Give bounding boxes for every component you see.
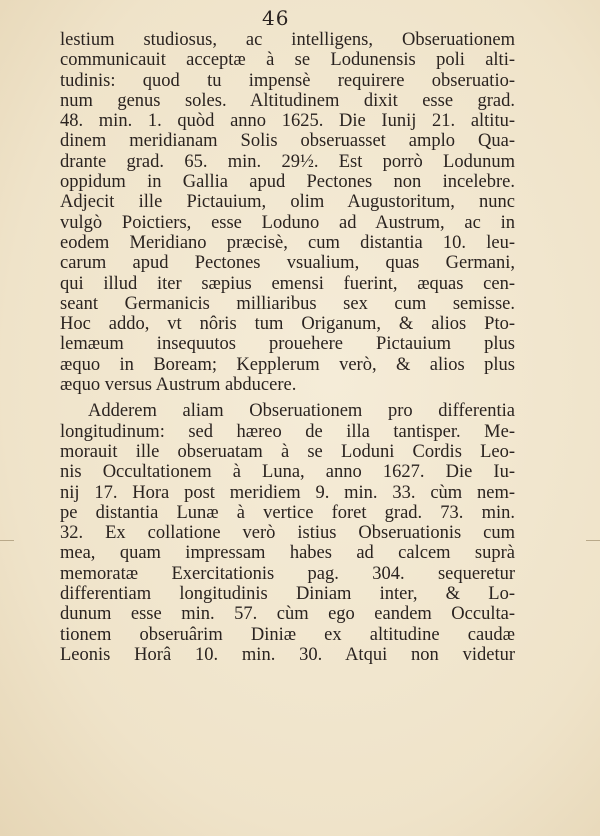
text-line: nis Occultationem à Luna, anno 1627. Die Iu-: [60, 462, 515, 483]
paragraph-2: [60, 401, 515, 665]
margin-mark: [586, 540, 600, 541]
text-line: Adderem aliam Obseruationem pro differentia: [88, 401, 515, 422]
text-line: vulgò Poictiers, esse Loduno ad Austrum, ac in: [60, 212, 515, 233]
text-line: æquo versus Austrum abducere.: [60, 375, 297, 396]
text-line: dinem meridianam Solis obseruasset amplo Qua-: [60, 131, 515, 152]
text-line: eodem Meridiano præcisè, cum distantia 10. leu-: [60, 232, 515, 253]
text-line: communicauit acceptæ à se Lodunensis poli alti-: [60, 50, 515, 71]
text-line: 32. Ex collatione verò istius Obseruationis cum: [60, 523, 515, 544]
text-line: differentiam longitudinis Diniam inter, & Lo-: [60, 584, 515, 605]
text-line: num genus soles. Altitudinem dixit esse grad.: [60, 90, 515, 111]
text-line: memoratæ Exercitationis pag. 304. sequeretur: [60, 563, 515, 584]
paragraph-1: [60, 30, 515, 395]
text-line: lestium studiosus, ac intelligens, Obseruationem: [60, 30, 515, 50]
text-line: drante grad. 65. min. 29½. Est porrò Lodunum: [60, 151, 515, 172]
text-line: oppidum in Gallia apud Pectones non incelebre.: [60, 172, 515, 193]
text-body: [60, 30, 515, 665]
text-line: seant Germanicis milliaribus sex cum semisse.: [60, 293, 515, 314]
text-line: carum apud Pectones vsualium, quas Germani,: [60, 253, 515, 274]
text-line: 48. min. 1. quòd anno 1625. Die Iunij 21. altitu-: [60, 111, 515, 132]
text-line: dunum esse min. 57. cùm ego eandem Occulta-: [60, 604, 515, 625]
text-line: Leonis Horâ 10. min. 30. Atqui non videtur: [60, 644, 515, 665]
text-line: longitudinum: sed hæreo de illa tantisper. Me-: [60, 421, 515, 442]
text-line: lemæum insequutos prouehere Pictauium plus: [60, 334, 515, 355]
text-line: nij 17. Hora post meridiem 9. min. 33. cùm nem-: [60, 482, 515, 503]
margin-mark: [0, 540, 14, 541]
text-line: tionem obseruârim Diniæ ex altitudine caudæ: [60, 624, 515, 645]
text-line: mea, quam impressam habes ad calcem suprà: [60, 543, 515, 564]
text-line: æquo in Boream; Kepplerum verò, & alios plus: [60, 354, 515, 375]
text-line: pe distantia Lunæ à vertice foret grad. 73. min.: [60, 502, 515, 523]
text-line: qui illud iter sæpius emensi fuerint, æquas cen-: [60, 273, 515, 294]
page-number: 46: [262, 6, 290, 30]
text-line: tudinis: quod tu impensè requirere obseruatio-: [60, 70, 515, 91]
text-line: Hoc addo, vt nôris tum Origanum, & alios Pto-: [60, 314, 515, 335]
text-line: morauit ille obseruatam à se Loduni Cordis Leo-: [60, 441, 515, 462]
text-line: Adjecit ille Pictauium, olim Augustoritum, nunc: [60, 192, 515, 213]
